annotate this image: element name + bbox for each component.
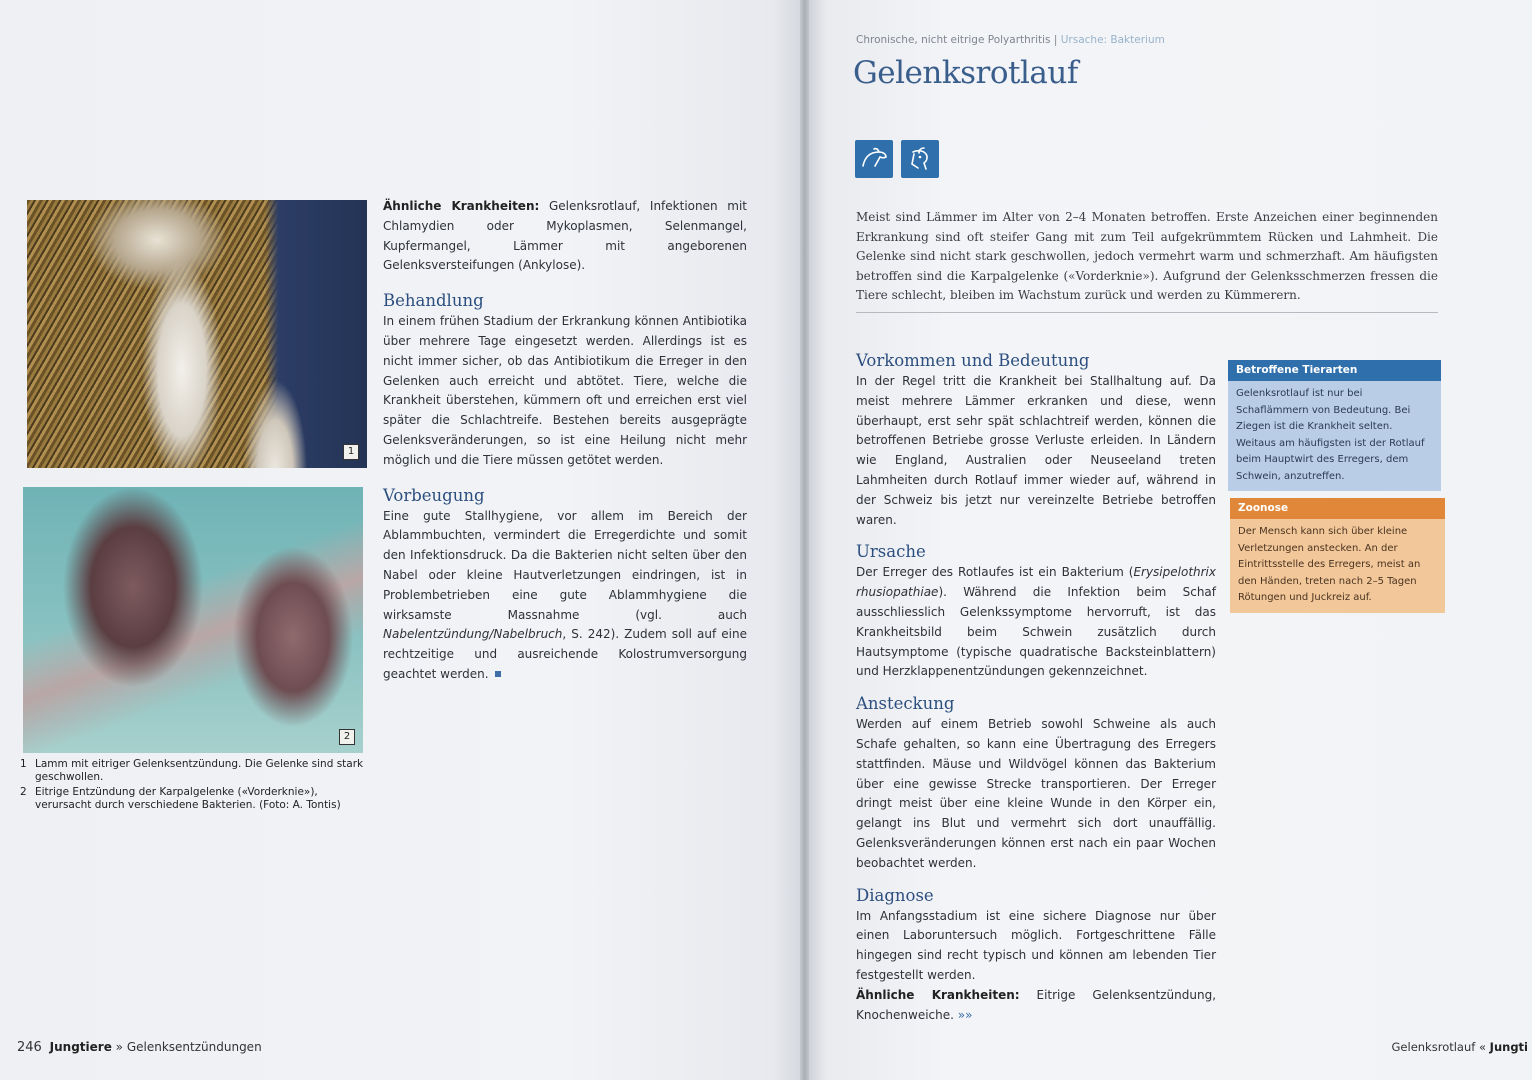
goat-icon [901, 140, 939, 178]
vorbeugung-text: Eine gute Stallhygiene, vor allem im Bereich der Ablammbuchten, vermindert die Erregerdichte und somit den Infektionsdruck. Da die Bakterien nicht selten über den Nabel oder kleine Hautverletzungen eindringen, ist in Problembetrieben eine gute Ablammhygiene die wirksamste Massnahme (vgl. auch [383, 508, 747, 622]
section-diagnose [856, 885, 1216, 1026]
left-text-column [383, 197, 747, 685]
continue-marker: »» [957, 1007, 973, 1022]
footer-separator: » [111, 1040, 127, 1054]
right-text-column [856, 350, 1216, 1036]
photo-number-1: 1 [343, 444, 359, 460]
heading-ursache: Ursache [856, 542, 926, 562]
zoonosis-box-text: Der Mensch kann sich über kleine Verletzungen anstecken. An der Eintrittsstelle des Erregers, meist an den Händen, treten nach 2–5 Tagen Rötungen und Juckreiz auf. [1230, 519, 1445, 613]
cross-reference: Nabelentzündung/Nabelbruch [383, 627, 563, 642]
page-number: 246 [17, 1040, 42, 1055]
diagnose-text: Im Anfangsstadium ist eine sichere Diagnose nur über einen Laboruntersuch möglich. Fortgeschrittene Fälle hingegen sind recht typisch und können am lebenden Tier festgestellt werden. [856, 908, 1216, 982]
heading-vorkommen: Vorkommen und Bedeutung [856, 351, 1090, 370]
section-divider [856, 312, 1438, 313]
heading-diagnose: Diagnose [856, 885, 934, 905]
similar-diseases-label: Ähnliche Krankheiten: [856, 987, 1020, 1002]
caption-number: 1 [20, 758, 27, 770]
page-title: Gelenksrotlauf [853, 55, 1078, 91]
heading-ansteckung: Ansteckung [856, 694, 955, 714]
carpal-joints-photo [23, 487, 363, 753]
vorbeugung-paragraph [383, 507, 747, 685]
breadcrumb-category: Chronische, nicht eitrige Polyarthritis | [856, 34, 1061, 46]
caption-2 [20, 786, 370, 812]
end-of-article-marker [495, 671, 501, 677]
zoonosis-box-title: Zoonose [1230, 498, 1445, 519]
caption-number: 2 [20, 786, 27, 798]
vorbeugung-text-end: , S. 242). Zudem soll auf eine rechtzeitige und ausreichende Kolostrumversorgung geachtet werden. [383, 627, 747, 681]
footer-section: Jungti [1489, 1040, 1528, 1054]
intro-paragraph: Meist sind Lämmer im Alter von 2–4 Monaten betroffen. Erste Anzeichen einer beginnenden Erkrankung sind oft steifer Gang mit zum Teil aufgekrümmtem Rücken und Lahmheit. Die Gelenke sind nicht stark geschwollen, jedoch vermehrt warm und schmerzhaft. Am häufigsten betroffen sind die Karpalgelenke («Vorderknie»). Aufgrund der Gelenksschmerzen fressen die Tiere schlecht, bleiben im Wachstum zurück und werden zu Kümmerern. [856, 210, 1438, 302]
vorkommen-text: In der Regel tritt die Krankheit bei Stallhaltung auf. Da meist mehrere Lämmer erkranken und diese, wenn überhaupt, erst sehr spät schlachtreif werden, können die betroffenen Betriebe grosse Verluste erleiden. In Ländern wie England, Australien oder Neuseeland treten Lahmheiten durch Rotlauf immer wieder auf, während in der Schweiz bis jetzt nur vereinzelte Betriebe betroffen waren. [856, 374, 1216, 527]
breadcrumb-cause: Ursache: Bakterium [1060, 34, 1165, 46]
similar-diseases-text: Gelenksrotlauf, Infektionen mit Chlamydien oder Mykoplasmen, Selenmangel, Kupfermangel, Lämmer mit angeborenen Gelenksversteifungen (Ankylose). [383, 199, 747, 273]
book-gutter [800, 0, 809, 1080]
breadcrumb [856, 34, 1165, 46]
photo-number-2: 2 [339, 729, 355, 745]
ursache-text: Der Erreger des Rotlaufes ist ein Bakterium ( [856, 565, 1134, 580]
caption-text: Lamm mit eitriger Gelenksentzündung. Die Gelenke sind stark geschwollen. [35, 758, 364, 783]
right-footer [1392, 1040, 1528, 1054]
section-ursache [856, 541, 1216, 682]
lamb-legs-photo [27, 200, 367, 468]
affected-species-box [1228, 360, 1441, 491]
ansteckung-text: Werden auf einem Betrieb sowohl Schweine als auch Schafe gehalten, so kann eine Übertragung des Erregers stattfinden. Mäuse und Wildvögel können das Bakterium über eine gewisse Strecke transportieren. Der Erreger dringt meist über eine kleine Wunde in den Körper ein, gelangt ins Blut und vermehrt sich dort unauffällig. Gelenksveränderungen können erst nach ein paar Wochen beobachtet werden. [856, 717, 1216, 870]
section-ansteckung [856, 693, 1216, 873]
behandlung-text: In einem frühen Stadium der Erkrankung können Antibiotika über mehrere Tage eingesetzt werden. Allerdings ist es nicht immer sicher, ob das Antibiotikum die Erreger in den Gelenken auch erreicht und abtötet. Tiere, welche die Krankheit überstehen, kümmern oft und erreichen erst viel später die Schlachtreife. Bestehen bereits ausgeprägte Gelenksveränderungen, so ist eine Heilung nicht mehr möglich und die Tiere müssen getötet werden. [383, 314, 747, 467]
footer-section: Jungtiere [49, 1040, 112, 1054]
similar-diseases-paragraph [856, 986, 1216, 1026]
footer-topic: Gelenksentzündungen [126, 1040, 262, 1054]
similar-diseases-label: Ähnliche Krankheiten: [383, 199, 540, 213]
affected-species-box-text: Gelenksrotlauf ist nur bei Schaflämmern von Bedeutung. Bei Ziegen ist die Krankheit selten. Weitaus am häufigsten ist der Rotlauf beim Hauptwirt des Erregers, dem Schwein, anzutreffen. [1228, 381, 1441, 491]
left-footer [17, 1040, 262, 1055]
affected-species-icons [855, 140, 939, 178]
photo-captions [20, 758, 370, 814]
ursache-text-end: ). Während die Infektion beim Schaf ausschliesslich Gelenkssymptome hervorruft, ist das Krankheitsbild beim Schwein zusätzlich durch Hautsymptome (typische quadratische Backsteinblattern) und Herzklappenentzündungen gekennzeichnet. [856, 585, 1216, 679]
species-name: Erysipelothrix rhusiopathiae [856, 565, 1216, 600]
footer-topic: Gelenksrotlauf [1391, 1040, 1476, 1054]
caption-text: Eitrige Entzündung der Karpalgelenke («Vorderknie»), verursacht durch verschiedene Bakterien. (Foto: A. Tontis) [35, 786, 341, 811]
sheep-icon [855, 140, 893, 178]
zoonosis-box [1230, 498, 1445, 613]
ursache-paragraph [856, 563, 1216, 682]
section-vorkommen [856, 350, 1216, 530]
heading-vorbeugung: Vorbeugung [383, 485, 485, 505]
caption-1 [20, 758, 370, 784]
similar-diseases-text: Eitrige Gelenksentzündung, Knochenweiche. [856, 987, 1217, 1022]
heading-behandlung: Behandlung [383, 291, 484, 311]
affected-species-box-title: Betroffene Tierarten [1228, 360, 1441, 381]
footer-separator: « [1475, 1040, 1490, 1054]
similar-diseases-paragraph [383, 197, 747, 276]
